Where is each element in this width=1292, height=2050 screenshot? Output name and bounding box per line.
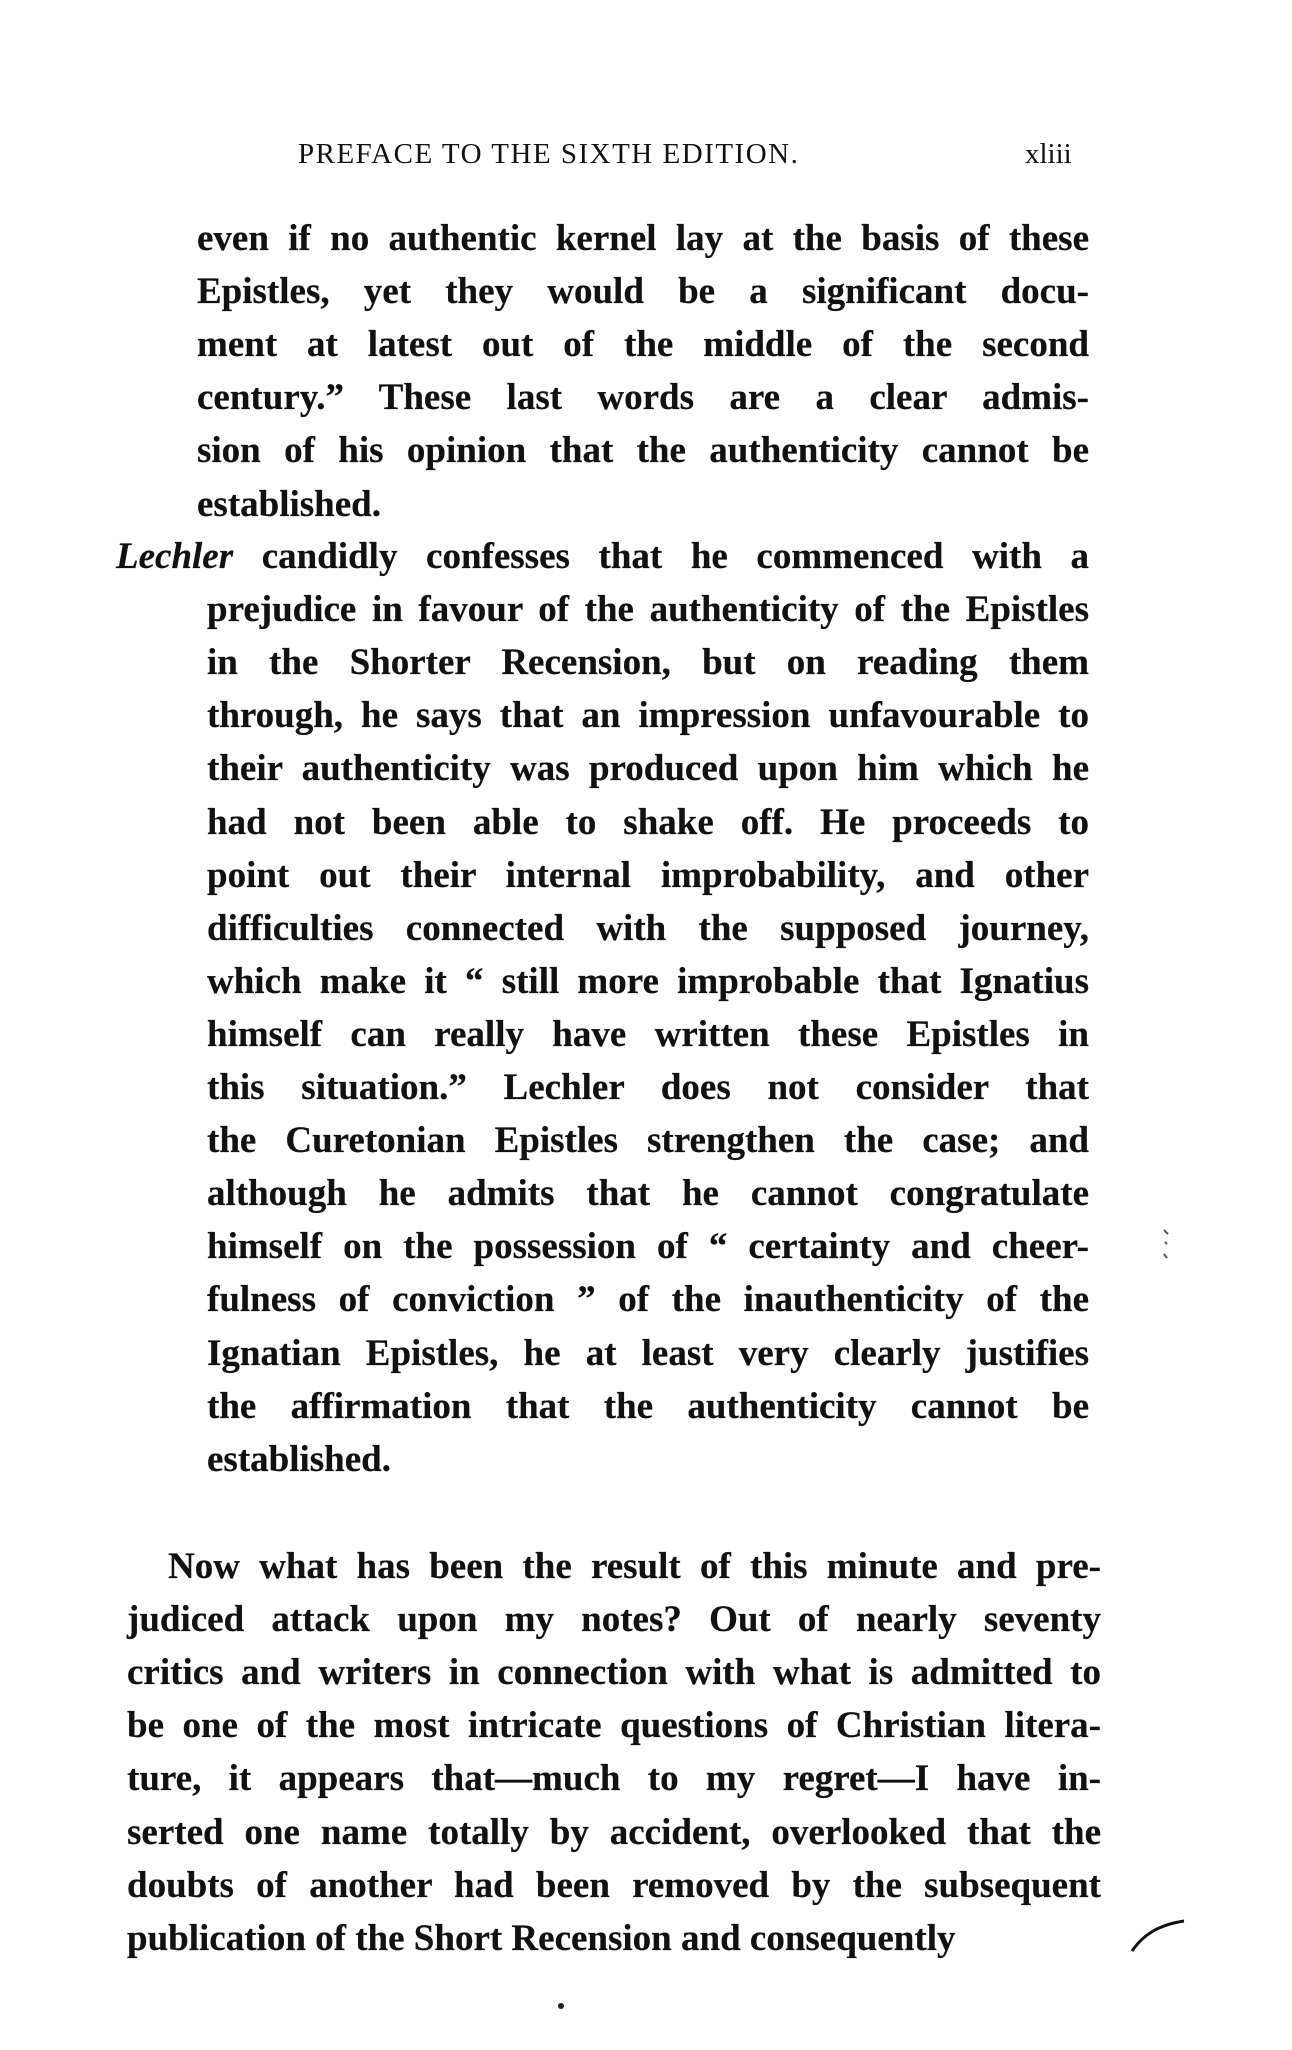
- text-line: ment at latest out of the middle of the second: [197, 324, 1089, 365]
- text-line: point out their internal improbability, and other: [207, 855, 1089, 896]
- text-line: although he admits that he cannot congratulate: [207, 1173, 1089, 1214]
- page-number: xliii: [1025, 138, 1072, 170]
- text-line: himself on the possession of “ certainty and cheer-: [207, 1226, 1089, 1267]
- text-line: century.” These last words are a clear admis-: [197, 377, 1089, 418]
- text-line: established.: [207, 1439, 392, 1480]
- text-line: this situation.” Lechler does not consider that: [207, 1067, 1089, 1108]
- text-line: ture, it appears that—much to my regret—I have in-: [127, 1758, 1101, 1799]
- running-header: PREFACE TO THE SIXTH EDITION.: [298, 138, 800, 170]
- text-line: critics and writers in connection with what is admitted to: [127, 1652, 1101, 1693]
- text-line: through, he says that an impression unfavourable to: [207, 695, 1089, 736]
- pencil-mark-icon: [1128, 1915, 1188, 1955]
- text-line: judiced attack upon my notes? Out of nearly seventy: [127, 1599, 1101, 1640]
- text-line: even if no authentic kernel lay at the basis of these: [197, 218, 1089, 259]
- text-line: be one of the most intricate questions of Christian litera-: [127, 1705, 1101, 1746]
- text-line: serted one name totally by accident, overlooked that the: [127, 1812, 1101, 1853]
- margin-mark-icon: [1160, 1228, 1174, 1264]
- text-line: sion of his opinion that the authenticity cannot be: [197, 430, 1089, 471]
- italic-name: Lechler: [116, 536, 234, 577]
- text-line: established.: [197, 484, 382, 525]
- text-line: Epistles, yet they would be a significant docu-: [197, 271, 1089, 312]
- text-line: the Curetonian Epistles strengthen the case; and: [207, 1120, 1089, 1161]
- text-line: prejudice in favour of the authenticity of the Epistles: [207, 589, 1089, 630]
- text-line: fulness of conviction ” of the inauthenticity of the: [207, 1279, 1089, 1320]
- page-dot: [558, 2003, 564, 2009]
- text-line: himself can really have written these Epistles in: [207, 1014, 1089, 1055]
- text-line: Lechler candidly confesses that he commenced with a: [116, 536, 1089, 577]
- text-line: publication of the Short Recension and consequently: [127, 1918, 956, 1959]
- text-line: Ignatian Epistles, he at least very clearly justifies: [207, 1333, 1089, 1374]
- text-line: had not been able to shake off. He proceeds to: [207, 802, 1089, 843]
- text-line: which make it “ still more improbable that Ignatius: [207, 961, 1089, 1002]
- text-line: the affirmation that the authenticity cannot be: [207, 1386, 1089, 1427]
- text-line: their authenticity was produced upon him which he: [207, 748, 1089, 789]
- text-line: doubts of another had been removed by the subsequent: [127, 1865, 1101, 1906]
- text-line: in the Shorter Recension, but on reading them: [207, 642, 1089, 683]
- text-line: Now what has been the result of this minute and pre-: [168, 1546, 1101, 1587]
- text-line: difficulties connected with the supposed journey,: [207, 908, 1089, 949]
